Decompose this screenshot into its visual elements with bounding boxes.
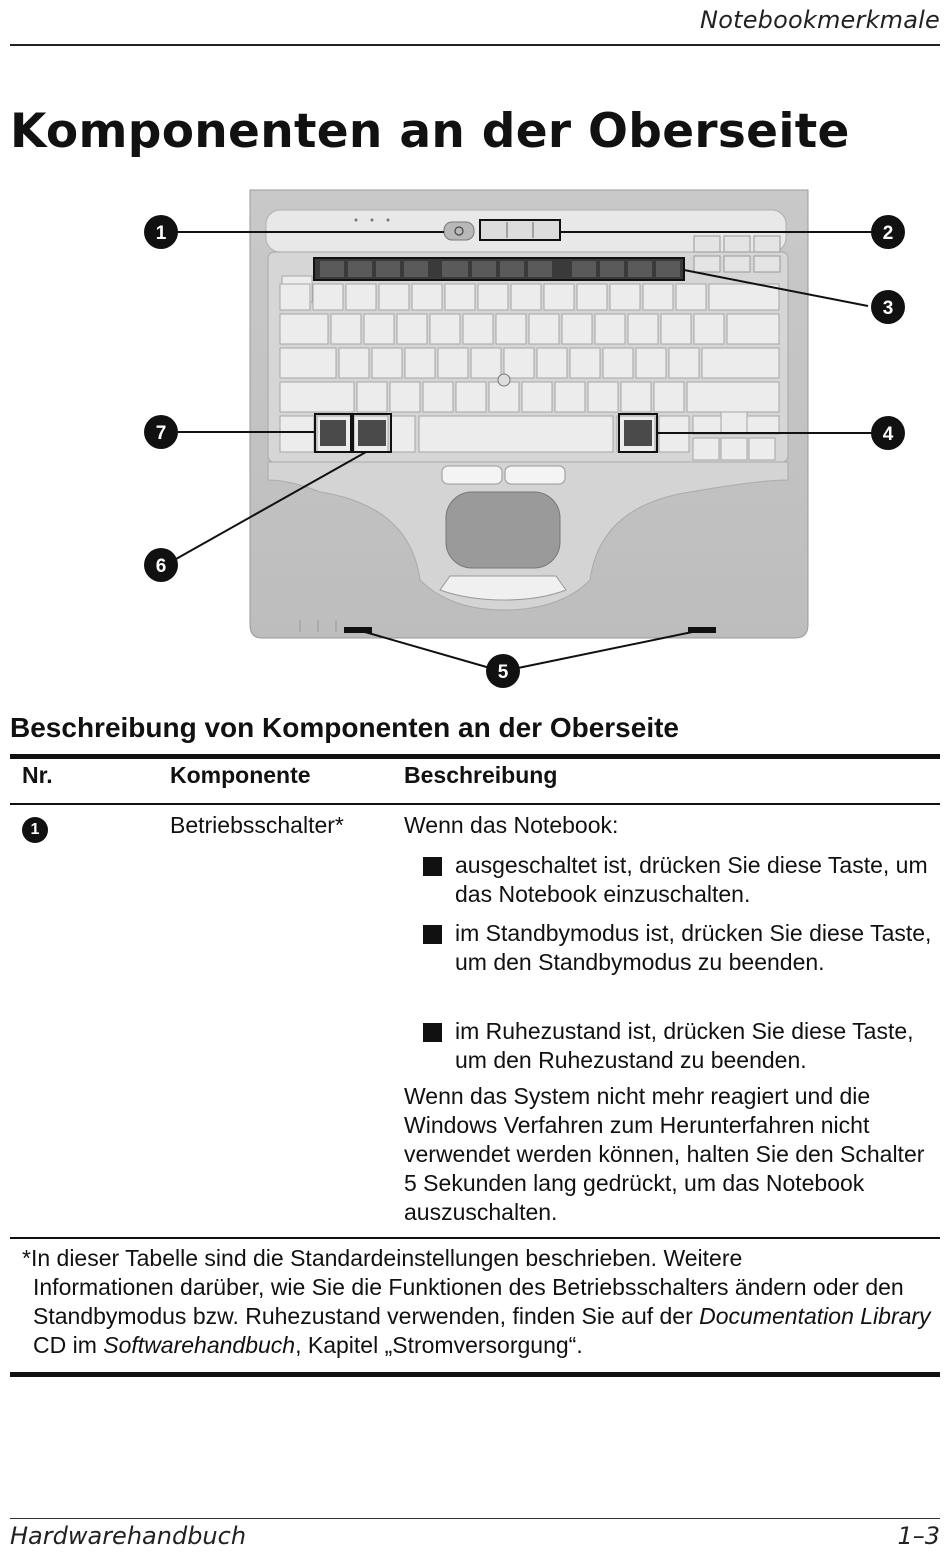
callout-6-label: 6 — [155, 556, 167, 577]
header-description: Beschreibung — [404, 762, 558, 788]
callout-5-label: 5 — [497, 662, 509, 683]
callout-7 — [144, 415, 178, 449]
square-bullet-icon — [423, 925, 442, 944]
header-rule-bottom — [10, 803, 940, 805]
callout-6 — [144, 548, 178, 582]
table-footnote — [22, 1244, 932, 1360]
touchpad-button-right — [505, 466, 565, 484]
page-number: 1–3 — [897, 1522, 940, 1550]
hinge-buttons — [480, 220, 560, 240]
list-item-text: im Ruhezustand ist, drücken Sie diese Taste, um den Ruhezustand zu beenden. — [455, 1018, 914, 1073]
footnote-italic-documentation-library: Documentation Library — [699, 1303, 931, 1329]
callout-4-label: 4 — [882, 424, 894, 445]
power-button — [444, 222, 474, 240]
row-intro: Wenn das Notebook: — [404, 812, 619, 838]
list-item-text: ausgeschaltet ist, drücken Sie diese Taste, um das Notebook einzuschalten. — [455, 852, 928, 907]
callout-7-label: 7 — [155, 423, 167, 444]
list-item — [423, 1017, 933, 1075]
header-component: Komponente — [170, 762, 311, 788]
table-top-rule — [10, 754, 940, 759]
key-grid — [280, 276, 779, 452]
header-nr: Nr. — [22, 762, 53, 788]
square-bullet-icon — [423, 1023, 442, 1042]
footnote-text: CD im — [33, 1332, 104, 1358]
callout-5 — [486, 654, 520, 688]
footnote-text: , Kapitel „Stromversorgung“. — [295, 1332, 583, 1358]
list-item — [423, 919, 933, 977]
touchpad — [446, 492, 560, 568]
table-bottom-rule — [10, 1372, 940, 1377]
callout-3-label: 3 — [882, 298, 894, 319]
footer-rule — [10, 1518, 940, 1519]
notebook-top-illustration — [0, 180, 950, 700]
list-item-text: im Standbymodus ist, drücken Sie diese Taste, um den Standbymodus zu beenden. — [455, 920, 932, 975]
footnote-italic-softwarehandbuch: Softwarehandbuch — [103, 1332, 296, 1358]
callout-4 — [871, 416, 905, 450]
touchpad-button-left — [442, 466, 502, 484]
running-header: Notebookmerkmale — [700, 6, 940, 34]
callout-2 — [871, 215, 905, 249]
pointing-stick — [498, 374, 510, 386]
callout-1-label: 1 — [155, 223, 167, 244]
callout-1 — [144, 215, 178, 249]
footnote-text: Informationen darüber, wie Sie die Funktionen des Betriebsschalters ändern oder den Standbymodus bzw. Ruhezustand verwenden, finden Sie auf der — [33, 1274, 904, 1329]
row-note: Wenn das System nicht mehr reagiert und die Windows Verfahren zum Herunterfahren nicht verwendet werden können, halten Sie den Schalter 5 Sekunden lang gedrückt, um das Notebook auszuschalten. — [404, 1083, 925, 1225]
footnote-rest — [22, 1273, 932, 1360]
square-bullet-icon — [423, 857, 442, 876]
table-caption: Beschreibung von Komponenten an der Oberseite — [10, 712, 680, 743]
callout-3 — [871, 290, 905, 324]
row-component: Betriebsschalter* — [170, 812, 344, 838]
page-title: Komponenten an der Oberseite — [10, 104, 850, 159]
row-number-badge: 1 — [22, 817, 48, 843]
row-number — [22, 812, 48, 843]
header-rule — [10, 44, 940, 46]
list-item — [423, 851, 933, 909]
footer-book-title: Hardwarehandbuch — [10, 1522, 247, 1550]
callout-2-label: 2 — [882, 223, 894, 244]
footnote-top-rule — [10, 1237, 940, 1239]
footnote-line1: *In dieser Tabelle sind die Standardeinstellungen beschrieben. Weitere — [22, 1245, 743, 1271]
